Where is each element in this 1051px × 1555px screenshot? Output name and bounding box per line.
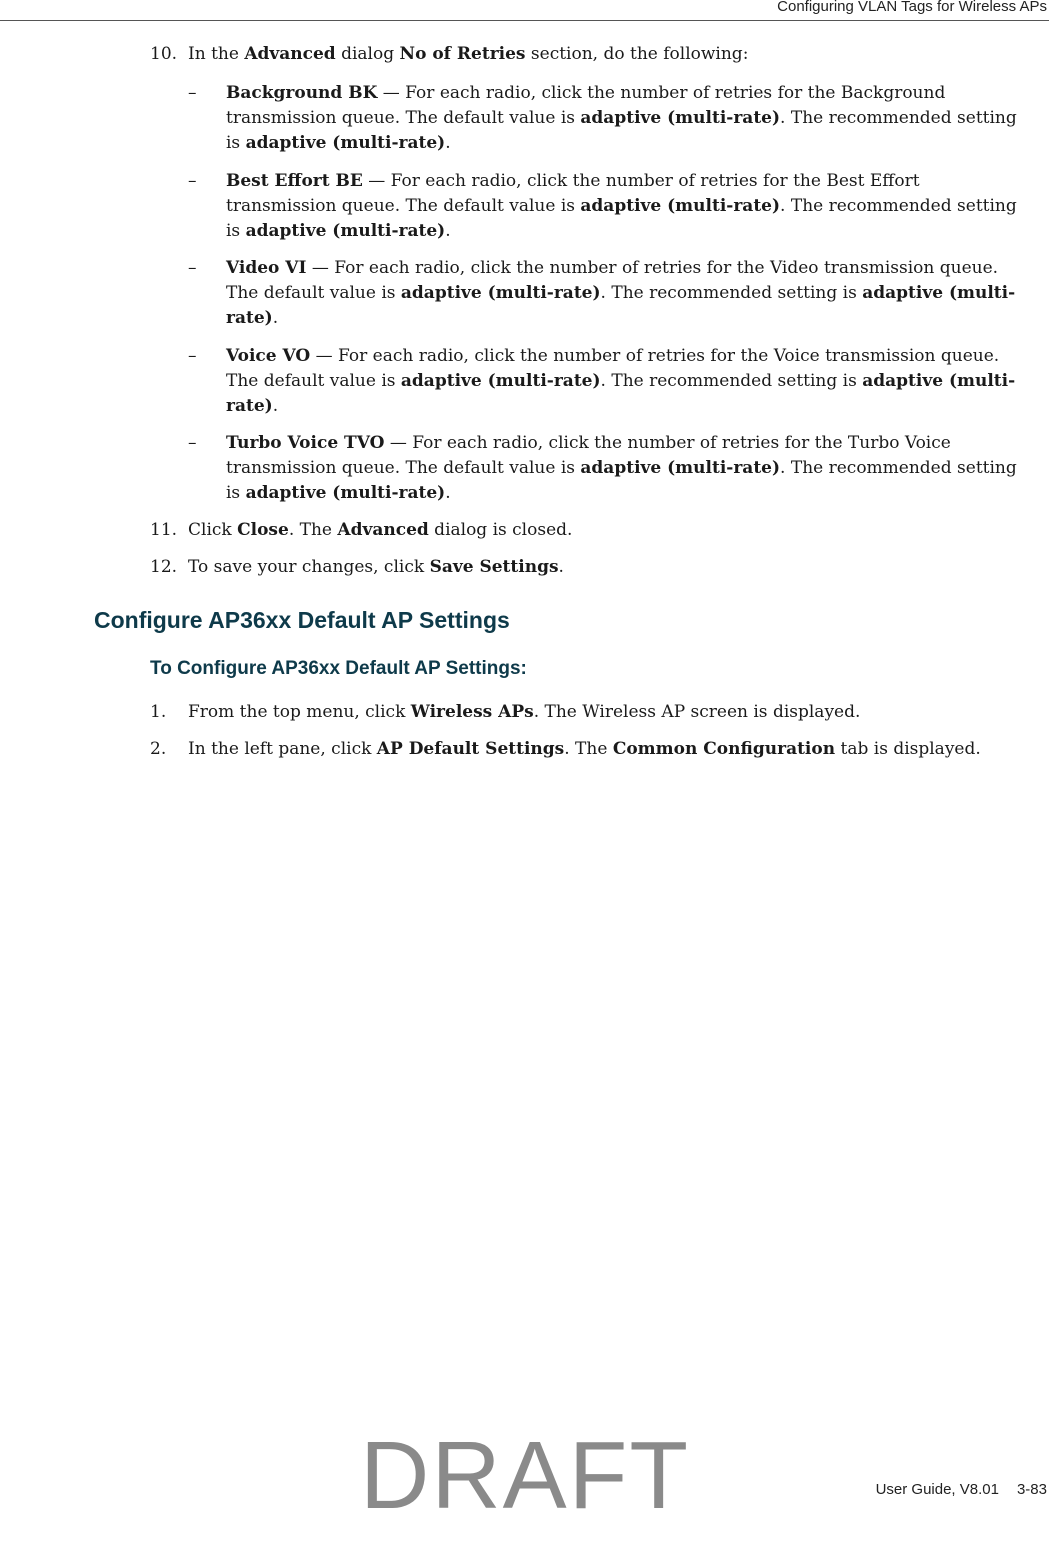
dash-bullet: – [188, 258, 197, 278]
step-number: 1. [150, 702, 167, 722]
list-item-text: Best Effort BE — For each radio, click the number of retries for the Best Effort transmission queue. The default value is adaptive (multi-rate). The recommended setting is adaptive (multi-rate). [226, 171, 1017, 241]
step-text: In the Advanced dialog No of Retries section, do the following: [188, 44, 749, 64]
page-number: 3-83 [1016, 1481, 1047, 1498]
page-footer [876, 1481, 1047, 1498]
step-number: 11. [150, 520, 178, 540]
page-header [0, 0, 1049, 21]
step-text: From the top menu, click Wireless APs. The Wireless AP screen is displayed. [188, 702, 861, 722]
draft-watermark: DRAFT [360, 1422, 690, 1529]
list-item-text: Video VI — For each radio, click the number of retries for the Video transmission queue. The default value is adaptive (multi-rate). The recommended setting is adaptive (multi- rate). [226, 258, 1016, 328]
list-item-text: Background BK — For each radio, click the number of retries for the Background transmission queue. The default value is adaptive (multi-rate). The recommended setting is adaptive (multi-rate). [226, 83, 1017, 153]
section-heading: Configure AP36xx Default AP Settings [94, 607, 510, 633]
dash-bullet: – [188, 433, 197, 453]
step-text: Click Close. The Advanced dialog is closed. [188, 520, 573, 540]
step-text: To save your changes, click Save Settings. [188, 557, 564, 577]
footer-guide: User Guide, V8.01 [875, 1481, 999, 1498]
step-number: 2. [150, 739, 167, 759]
dash-bullet: – [188, 171, 197, 191]
header-title: Configuring VLAN Tags for Wireless APs [777, 0, 1047, 15]
dash-bullet: – [188, 83, 197, 103]
procedure-heading: To Configure AP36xx Default AP Settings: [150, 658, 527, 679]
list-item-text: Turbo Voice TVO — For each radio, click the number of retries for the Turbo Voice transmission queue. The default value is adaptive (multi-rate). The recommended setting is adaptive (multi-rate). [226, 433, 1017, 503]
step-number: 12. [150, 557, 178, 577]
step-number: 10. [150, 44, 178, 64]
step-text: In the left pane, click AP Default Settings. The Common Configuration tab is displayed. [188, 739, 981, 759]
dash-bullet: – [188, 346, 197, 366]
list-item-text: Voice VO — For each radio, click the number of retries for the Voice transmission queue. The default value is adaptive (multi-rate). The recommended setting is adaptive (multi- rate). [226, 346, 1016, 416]
